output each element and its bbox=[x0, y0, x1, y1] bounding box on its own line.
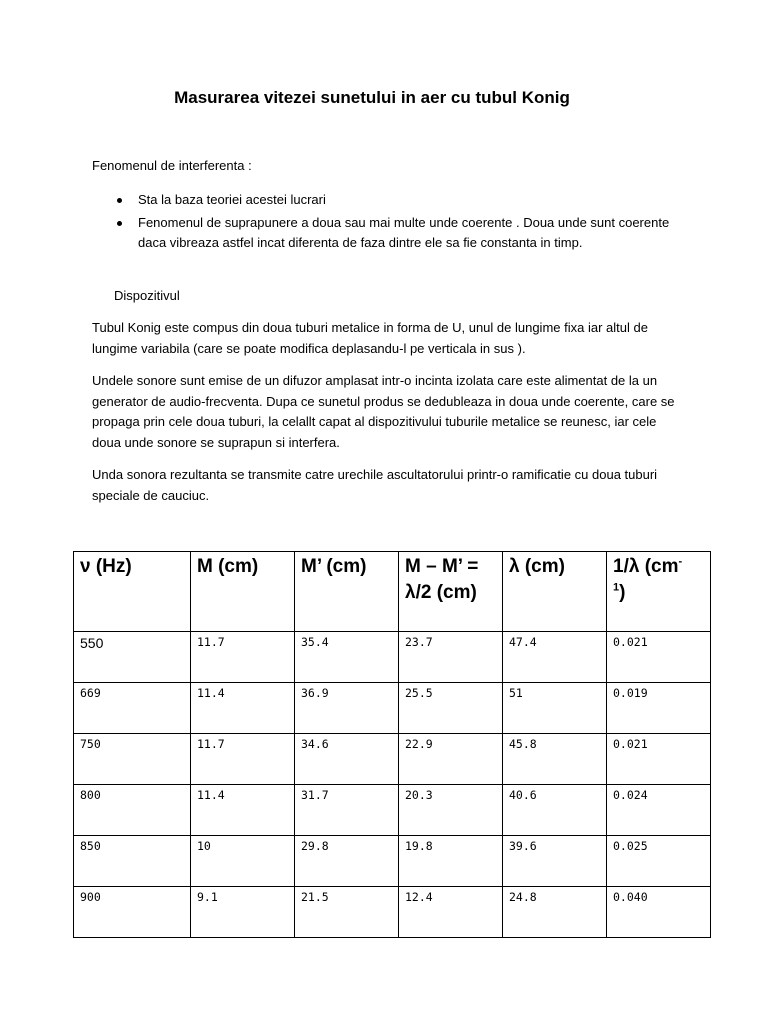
header-lambda: λ (cm) bbox=[503, 552, 607, 632]
paragraph-unda: Unda sonora rezultanta se transmite catre urechile ascultatorului printr-o ramificatie cu doua tuburi speciale de cauciuc. bbox=[92, 467, 658, 503]
header-frequency: ν (Hz) bbox=[74, 552, 191, 632]
table-cell: 0.040 bbox=[607, 887, 711, 938]
table-cell: 20.3 bbox=[399, 785, 503, 836]
table-cell: 39.6 bbox=[503, 836, 607, 887]
header-inverse-lambda-text: 1/λ (cm bbox=[613, 556, 679, 577]
table-cell: 10 bbox=[191, 836, 295, 887]
table-row bbox=[74, 734, 711, 785]
table-cell: 0.021 bbox=[607, 734, 711, 785]
table-cell: 25.5 bbox=[399, 683, 503, 734]
table-cell: 34.6 bbox=[295, 734, 399, 785]
table-cell: 9.1 bbox=[191, 887, 295, 938]
bullet-text: Sta la baza teoriei acestei lucrari bbox=[138, 192, 326, 207]
document-title: Masurarea vitezei sunetului in aer cu tubul Konig bbox=[174, 88, 570, 107]
table-cell: 22.9 bbox=[399, 734, 503, 785]
table-cell: 24.8 bbox=[503, 887, 607, 938]
table-cell: 0.021 bbox=[607, 632, 711, 683]
table-cell: 12.4 bbox=[399, 887, 503, 938]
list-item bbox=[92, 213, 682, 254]
table-cell: 11.7 bbox=[191, 734, 295, 785]
table-cell: 31.7 bbox=[295, 785, 399, 836]
table-cell: 0.019 bbox=[607, 683, 711, 734]
table-cell: 23.7 bbox=[399, 632, 503, 683]
table-row bbox=[74, 836, 711, 887]
table-cell: 35.4 bbox=[295, 632, 399, 683]
header-m: M (cm) bbox=[191, 552, 295, 632]
header-inverse-lambda bbox=[607, 552, 711, 632]
table-cell: 900 bbox=[74, 887, 191, 938]
paragraph-tubul: Tubul Konig este compus din doua tuburi metalice in forma de U, unul de lungime fixa iar altul de lungime variabila (care se poate modifica deplasandu-l pe verticala in sus ). bbox=[92, 320, 648, 356]
table-cell: 40.6 bbox=[503, 785, 607, 836]
table-cell: 19.8 bbox=[399, 836, 503, 887]
table-cell: 550 bbox=[74, 632, 191, 683]
table-cell: 800 bbox=[74, 785, 191, 836]
table-row bbox=[74, 785, 711, 836]
table-cell: 45.8 bbox=[503, 734, 607, 785]
table-header-row bbox=[74, 552, 711, 632]
table-row bbox=[74, 632, 711, 683]
header-m-prime: M’ (cm) bbox=[295, 552, 399, 632]
bullet-icon bbox=[117, 221, 122, 226]
table-cell: 11.7 bbox=[191, 632, 295, 683]
table-cell: 11.4 bbox=[191, 785, 295, 836]
section-heading-dispozitivul: Dispozitivul bbox=[114, 288, 180, 303]
header-difference: M – M’ = λ/2 (cm) bbox=[399, 552, 503, 632]
table-cell: 47.4 bbox=[503, 632, 607, 683]
table-cell: 669 bbox=[74, 683, 191, 734]
table-cell: 750 bbox=[74, 734, 191, 785]
measurement-table bbox=[73, 551, 711, 938]
bullet-icon bbox=[117, 198, 122, 203]
table-cell: 36.9 bbox=[295, 683, 399, 734]
list-item bbox=[92, 190, 682, 211]
header-sup-minus: - bbox=[678, 555, 683, 568]
table-cell: 11.4 bbox=[191, 683, 295, 734]
bullet-list bbox=[92, 190, 682, 256]
section-heading-interferenta: Fenomenul de interferenta : bbox=[92, 158, 252, 173]
table-cell: 21.5 bbox=[295, 887, 399, 938]
paragraph-undele: Undele sonore sunt emise de un difuzor amplasat intr-o incinta izolata care este alimentat de la un generator de audio-frecventa. Dupa ce sunetul produs se dedubleaza in doua unde coerente, care se propaga prin cele doua tuburi, la celallt capat al dispozitivului tuburile metalice se reunesc, iar cele doua unde sonore se suprapun si interfera. bbox=[92, 373, 675, 450]
table-cell: 850 bbox=[74, 836, 191, 887]
table-cell: 0.025 bbox=[607, 836, 711, 887]
header-close-paren: ) bbox=[619, 582, 626, 603]
table-cell: 51 bbox=[503, 683, 607, 734]
table-row bbox=[74, 887, 711, 938]
table-row bbox=[74, 683, 711, 734]
table-cell: 29.8 bbox=[295, 836, 399, 887]
table-cell: 0.024 bbox=[607, 785, 711, 836]
header-sup-one: 1 bbox=[613, 581, 620, 594]
bullet-text: Fenomenul de suprapunere a doua sau mai multe unde coerente . Doua unde sunt coerente daca vibreaza astfel incat diferenta de faza dintre ele sa fie constanta in timp. bbox=[138, 214, 670, 250]
